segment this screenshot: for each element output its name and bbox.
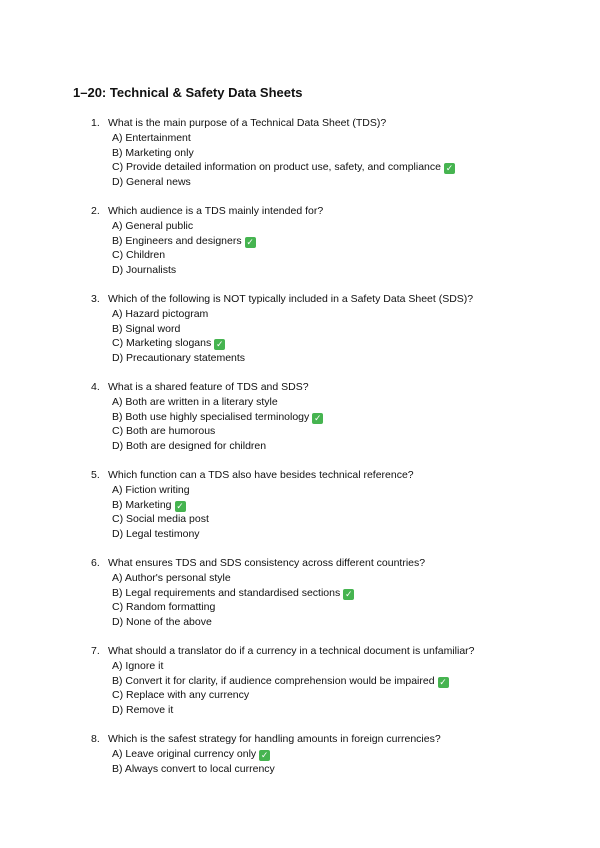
option-item [112,131,455,146]
question-text: Which function can a TDS also have besides technical reference? [108,469,414,481]
option-text: B) Always convert to local currency [112,762,275,775]
check-mark-icon: ✓ [439,676,447,687]
option-text: A) Leave original currency only [112,748,257,760]
question-text: Which is the safest strategy for handling amounts in foreign currencies? [108,733,441,745]
option-item [112,219,256,234]
question-item [0,468,600,556]
check-mark-icon: ✓ [314,412,322,423]
question-text: What is a shared feature of TDS and SDS? [108,381,309,393]
check-mark-icon: ✓ [445,163,454,174]
option-text: B) Signal word [112,322,181,335]
question-number: 1. [91,117,100,129]
option-item [112,762,275,777]
option-item [112,146,455,161]
option-item [112,395,323,410]
option-list [112,659,449,717]
page-title: 1–20: Technical & Safety Data Sheets [73,85,303,100]
option-item [112,703,449,718]
option-text: D) Both are designed for children [112,439,267,452]
option-text: C) Random formatting [112,601,216,614]
question-text: What ensures TDS and SDS consistency across different countries? [108,557,426,569]
question-line [91,732,441,746]
option-text: B) Marketing only [112,146,194,159]
question-number: 3. [91,293,100,305]
question-line [91,204,323,218]
option-text: A) Author's personal style [112,572,231,584]
option-text: A) Hazard pictogram [112,308,209,320]
option-text: A) General public [112,220,194,232]
option-item [112,175,455,190]
option-text: D) None of the above [112,615,212,628]
option-text: B) Legal requirements and standardised sections [112,586,341,599]
check-mark-icon: ✓ [246,236,254,247]
option-text: C) Provide detailed information on product use, safety, and compliance [112,161,441,174]
option-list [112,571,354,629]
option-text: C) Social media post [112,513,209,526]
check-mark-icon: ✓ [215,339,224,350]
option-text: B) Convert it for clarity, if audience comprehension would be impaired [112,674,435,687]
option-text: A) Both are written in a literary style [112,396,278,408]
option-item [112,512,209,527]
option-item [112,527,209,542]
option-list [112,219,256,277]
question-number: 5. [91,469,100,481]
question-number: 6. [91,557,100,569]
option-item [112,483,209,498]
question-text: Which of the following is NOT typically included in a Safety Data Sheet (SDS)? [108,293,474,305]
option-item [112,615,354,630]
question-item [0,380,600,468]
option-item [112,424,323,439]
option-item [112,600,354,615]
question-text: What should a translator do if a currency in a technical document is unfamiliar? [108,645,475,657]
option-item [112,674,449,689]
option-text: D) General news [112,175,191,188]
option-item [112,747,275,762]
option-list [112,483,209,541]
question-line [91,468,414,482]
option-text: C) Children [112,249,166,262]
option-item [112,688,449,703]
question-item [0,644,600,732]
check-mark-icon: ✓ [176,500,184,511]
option-item [112,439,323,454]
question-item [0,732,600,820]
question-line [91,644,475,658]
option-text: C) Replace with any currency [112,689,250,702]
check-mark-icon: ✓ [260,750,269,760]
option-item [112,571,354,586]
option-item [112,498,209,513]
question-text: What is the main purpose of a Technical Data Sheet (TDS)? [108,117,387,129]
question-item [0,292,600,380]
option-item [112,248,256,263]
option-item [112,336,245,351]
option-text: C) Marketing slogans [112,337,212,350]
option-list [112,131,455,189]
option-list [112,395,323,453]
option-text: A) Fiction writing [112,484,190,496]
option-item [112,351,245,366]
question-item [0,204,600,292]
question-item [0,116,600,204]
option-item [112,586,354,601]
option-list [112,307,245,365]
option-text: D) Precautionary statements [112,351,246,364]
option-text: B) Both use highly specialised terminology [112,410,310,423]
option-item [112,234,256,249]
option-text: A) Ignore it [112,660,164,672]
option-text: B) Marketing [112,498,172,511]
option-item [112,307,245,322]
option-item [112,322,245,337]
question-number: 4. [91,381,100,393]
option-item [112,410,323,425]
question-item [0,556,600,644]
question-number: 2. [91,205,100,217]
option-list [112,747,275,776]
option-item [112,160,455,175]
question-line [91,380,309,394]
option-text: A) Entertainment [112,132,191,144]
option-text: D) Remove it [112,703,174,716]
option-text: D) Legal testimony [112,527,200,540]
question-text: Which audience is a TDS mainly intended for? [108,205,324,217]
option-text: D) Journalists [112,263,177,276]
question-line [91,116,386,130]
question-line [91,292,473,306]
option-text: B) Engineers and designers [112,234,242,247]
option-text: C) Both are humorous [112,425,216,438]
question-number: 7. [91,645,100,657]
question-number: 8. [91,733,100,745]
option-item [112,263,256,278]
option-item [112,659,449,674]
question-list [0,116,600,820]
check-mark-icon: ✓ [344,588,353,599]
question-line [91,556,425,570]
